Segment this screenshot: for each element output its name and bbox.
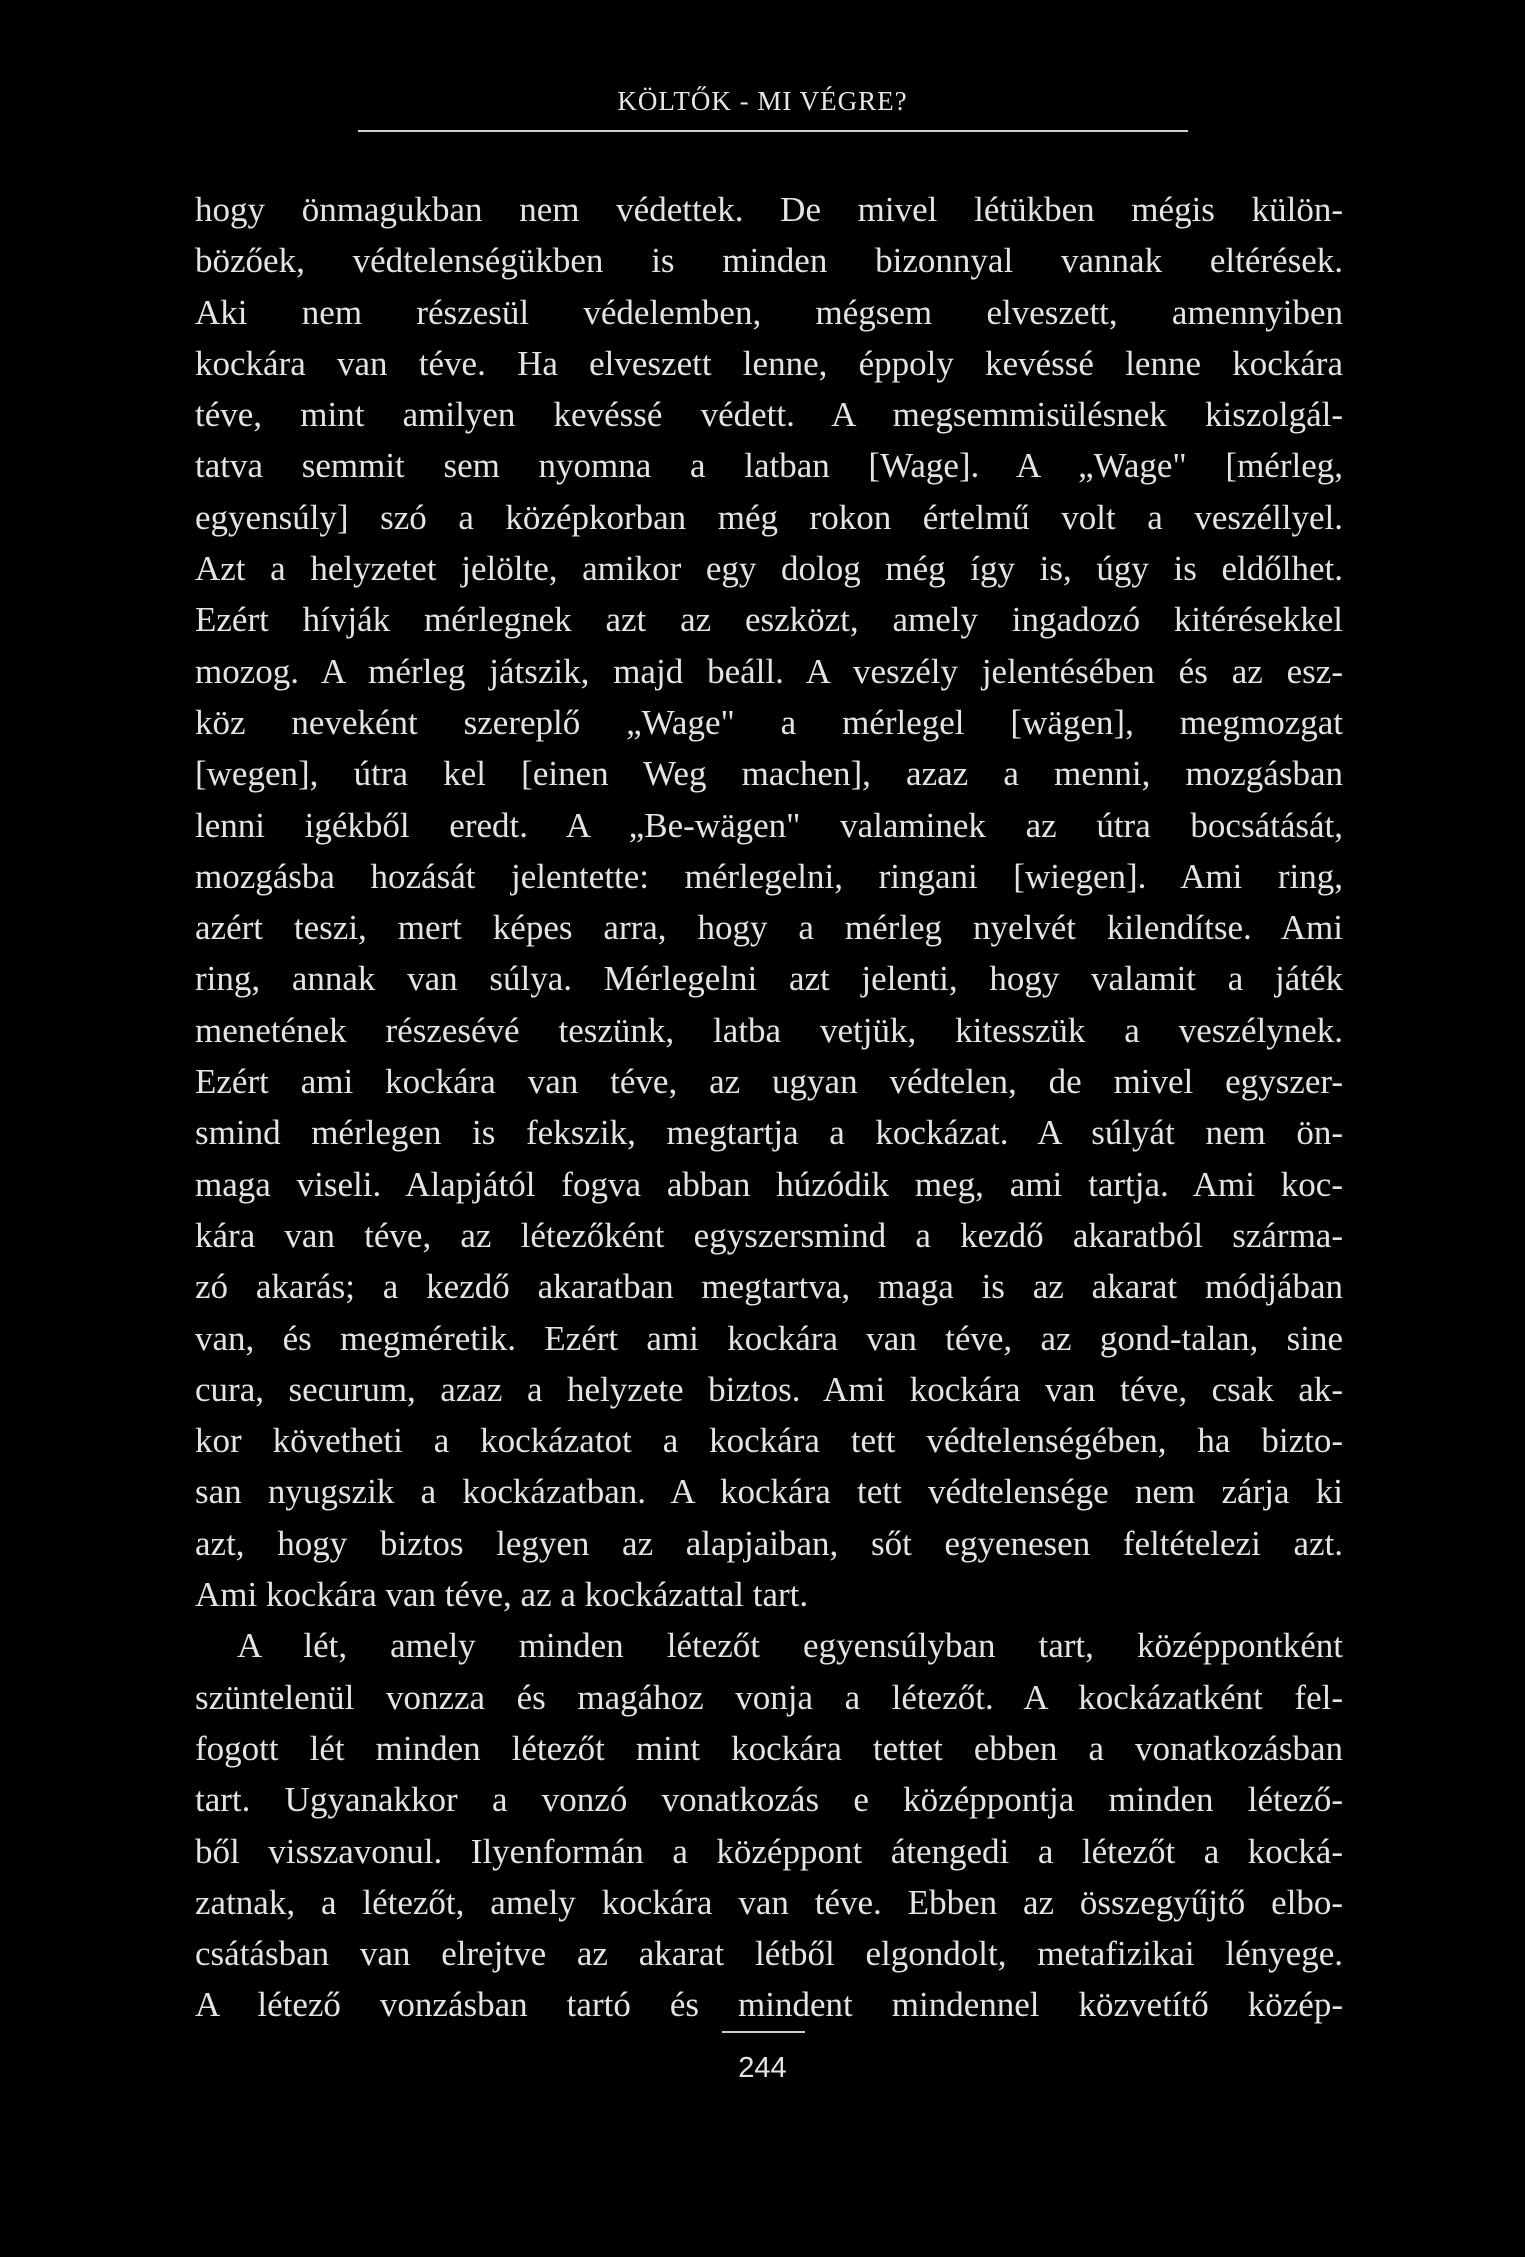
text-line: bözőek, védtelenségükben is minden bizonnyal vannak eltérések. (195, 241, 1343, 281)
text-line: köz neveként szereplő „Wage" a mérlegel [wägen], megmozgat (195, 702, 1343, 742)
text-line: tart. Ugyanakkor a vonzó vonatkozás e középpontja minden létező- (195, 1780, 1343, 1820)
text-line: téve, mint amilyen kevéssé védett. A megsemmisülésnek kiszolgál- (195, 395, 1343, 435)
text-line: Ezért hívják mérlegnek azt az eszközt, amely ingadozó kitérésekkel (195, 600, 1343, 640)
text-line: A lét, amely minden létezőt egyensúlyban tart, középpontként (237, 1626, 1343, 1666)
text-line: Ami kockára van téve, az a kockázattal tart. (195, 1575, 809, 1615)
text-line: lenni igékből eredt. A „Be-wägen" valaminek az útra bocsátását, (195, 805, 1343, 845)
running-title: KÖLTŐK - MI VÉGRE? (617, 86, 908, 116)
text-line: mozog. A mérleg játszik, majd beáll. A veszély jelentésében és az esz- (195, 651, 1343, 691)
text-line: ring, annak van súlya. Mérlegelni azt jelenti, hogy valamit a játék (195, 959, 1343, 999)
text-line: tatva semmit sem nyomna a latban [Wage]. A „Wage" [mérleg, (195, 446, 1343, 486)
text-line: fogott lét minden létezőt mint kockára tettet ebben a vonatkozásban (195, 1728, 1343, 1768)
header-divider (358, 130, 1188, 132)
text-line: Ezért ami kockára van téve, az ugyan védtelen, de mivel egyszer- (195, 1062, 1343, 1102)
text-line: kor követheti a kockázatot a kockára tett védtelenségében, ha bizto- (195, 1421, 1343, 1461)
page-number: 244 (738, 2052, 787, 2084)
text-line: mozgásba hozását jelentette: mérlegelni, ringani [wiegen]. Ami ring, (195, 856, 1343, 896)
text-line: san nyugszik a kockázatban. A kockára tett védtelensége nem zárja ki (195, 1472, 1343, 1512)
body-text (195, 184, 1343, 2031)
text-line: maga viseli. Alapjától fogva abban húzódik meg, ami tartja. Ami koc- (195, 1164, 1343, 1204)
text-line: menetének részesévé teszünk, latba vetjük, kitesszük a veszélynek. (195, 1010, 1343, 1050)
text-line: A létező vonzásban tartó és mindent mindennel közvetítő közép- (195, 1985, 1343, 2025)
text-line: smind mérlegen is fekszik, megtartja a kockázat. A súlyát nem ön- (195, 1113, 1343, 1153)
text-line: azt, hogy biztos legyen az alapjaiban, sőt egyenesen feltételezi azt. (195, 1523, 1343, 1563)
text-line: azért teszi, mert képes arra, hogy a mérleg nyelvét kilendítse. Ami (195, 908, 1343, 948)
text-line: kára van téve, az létezőként egyszersmind a kezdő akaratból szárma- (195, 1215, 1343, 1255)
text-line: zó akarás; a kezdő akaratban megtartva, maga is az akarat módjában (195, 1267, 1343, 1307)
text-line: van, és megméretik. Ezért ami kockára van téve, az gond-talan, sine (195, 1318, 1343, 1358)
text-line: kockára van téve. Ha elveszett lenne, éppoly kevéssé lenne kockára (195, 343, 1343, 383)
text-line: ből visszavonul. Ilyenformán a középpont átengedi a létezőt a kocká- (195, 1831, 1343, 1871)
text-line: szüntelenül vonzza és magához vonja a létezőt. A kockázatként fel- (195, 1677, 1343, 1717)
text-line: egyensúly] szó a középkorban még rokon értelmű volt a veszéllyel. (195, 497, 1343, 537)
text-line: zatnak, a létezőt, amely kockára van téve. Ebben az összegyűjtő elbo- (195, 1882, 1343, 1922)
text-line: [wegen], útra kel [einen Weg machen], azaz a menni, mozgásban (195, 754, 1343, 794)
text-line: Azt a helyzetet jelölte, amikor egy dolog még így is, úgy is eldőlhet. (195, 549, 1343, 589)
text-line: cura, securum, azaz a helyzete biztos. Ami kockára van téve, csak ak- (195, 1369, 1343, 1409)
footer-divider (722, 2031, 805, 2033)
text-line: Aki nem részesül védelemben, mégsem elveszett, amennyiben (195, 292, 1343, 332)
text-line: hogy önmagukban nem védettek. De mivel létükben mégis külön- (195, 190, 1343, 229)
running-header (0, 86, 1525, 117)
text-line: csátásban van elrejtve az akarat létből elgondolt, metafizikai lényege. (195, 1934, 1343, 1974)
